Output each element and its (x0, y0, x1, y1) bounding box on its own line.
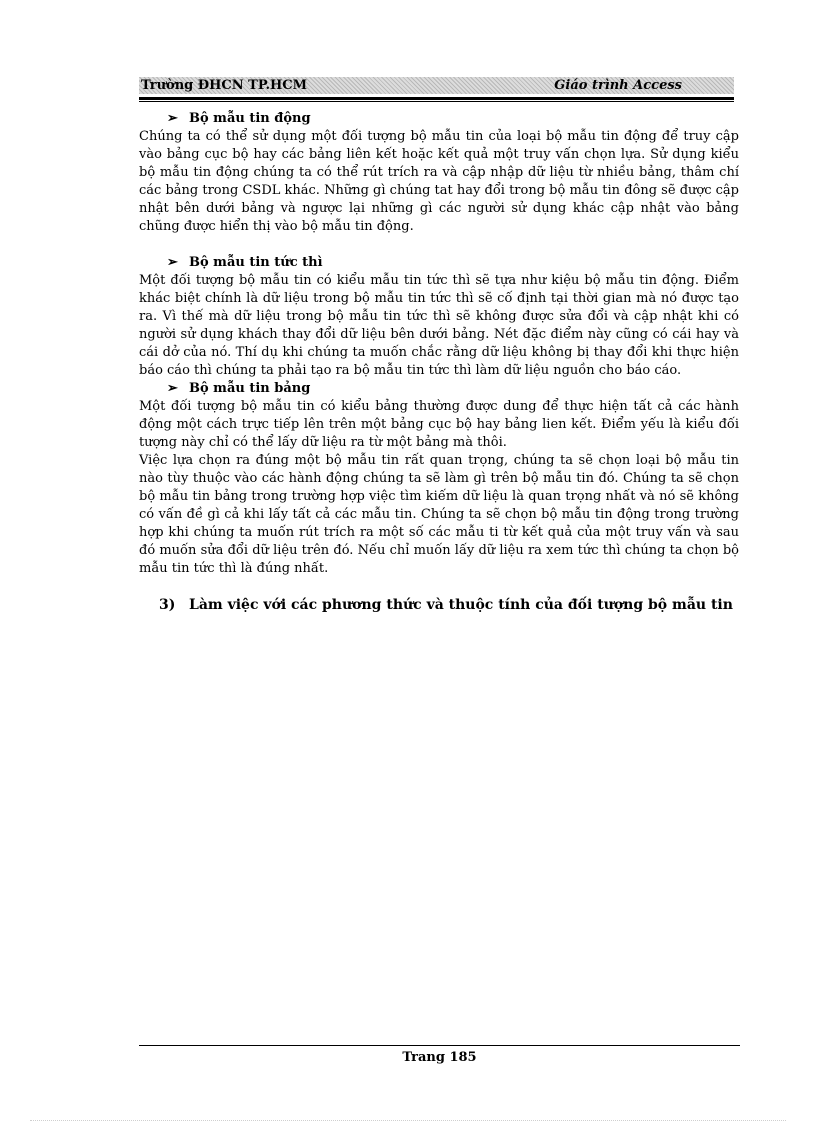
header-rule-thick (139, 97, 734, 100)
numbered-heading (139, 596, 739, 614)
header-course-title: Giáo trình Access (554, 78, 682, 93)
section-heading-snapshot (139, 254, 739, 272)
page-bottom-dotted-line (30, 1120, 786, 1121)
numbered-heading-number: 3) (159, 597, 176, 613)
paragraph-dynaset: Chúng ta có thể sử dụng một đối tượng bộ mẫu tin của loại bộ mẫu tin động để truy cập vào bảng cục bộ hay các bảng liên kết hoặc kết quả một truy vấn chọn lựa. Sử dụng kiểu bộ mẫu tin động chúng ta có thể rút trích ra và cập nhập dữ liệu từ nhiều bảng, thâm chí các bảng trong CSDL khác. Những gì chúng tat hay đổi trong bộ mẫu tin đông sẽ được cập nhật bên dưới bảng và ngược lại những gì các người sử dụng khác cập nhật vào bảng chũng được hiển thị vào bộ mẫu tin động. (139, 129, 739, 234)
arrow-bullet-icon: ➢ (167, 255, 178, 270)
section-heading-table (139, 380, 739, 398)
header-school-name: Trường ĐHCN TP.HCM (141, 78, 308, 93)
arrow-bullet-icon: ➢ (167, 381, 178, 396)
numbered-heading-text: Làm việc với các phương thức và thuộc tính của đối tượng bộ mẫu tin (189, 597, 733, 613)
section-heading-dynaset (139, 110, 739, 128)
paragraph-snapshot: Một đối tượng bộ mẫu tin có kiểu mẫu tin tức thì sẽ tựa như kiệu bộ mẫu tin động. Điểm khác biệt chính là dữ liệu trong bộ mẫu tin tức thì sẽ cố định tại thời gian mà nó được tạo ra. Vì thế mà dữ liệu trong bộ mẫu tin tức thì sẽ không được sửa đổi và cập nhật khi có người sử dụng khách thay đổi dữ liệu bên dưới bảng. Nét đặc điểm này cũng có cái hay và cái dở của nó. Thí dụ khi chúng ta muốn chắc rằng dữ liệu không bị thay đổi khi thực hiện báo cáo thì chúng ta phải tạo ra bộ mẫu tin tức thì làm dữ liệu nguồn cho báo cáo. (139, 273, 739, 378)
arrow-bullet-icon: ➢ (167, 111, 178, 126)
page-header (139, 77, 734, 94)
paragraph-choosing-recordset: Việc lựa chọn ra đúng một bộ mẫu tin rất quan trọng, chúng ta sẽ chọn loại bộ mẫu tin nào tùy thuộc vào các hành động chúng ta sẽ làm gì trên bộ mẫu tin đó. Chúng ta sẽ chọn bộ mẫu tin bảng trong trường hợp việc tìm kiếm dữ liệu là quan trọng nhất và nó sẽ không có vấn đề gì cả khi lấy tất cả các mẫu tin. Chúng ta sẽ chọn bộ mẫu tin động trong trường hợp khi chúng ta muốn rút trích ra một số các mẫu ti từ kết quả của một truy vấn và sau đó muốn sửa đổi dữ liệu trên đó. Nếu chỉ muốn lấy dữ liệu ra xem tức thì chúng ta chọn bộ mẫu tin tức thì là đúng nhất. (139, 453, 739, 576)
section-heading-text: Bộ mẫu tin bảng (189, 381, 311, 396)
section-heading-text: Bộ mẫu tin động (189, 111, 311, 126)
footer-rule (139, 1045, 740, 1046)
section-heading-text: Bộ mẫu tin tức thì (189, 255, 323, 270)
header-rule-thin (139, 101, 734, 102)
paragraph-table-type: Một đối tượng bộ mẫu tin có kiểu bảng thường được dung để thực hiện tất cả các hành động một cách trực tiếp lên trên một bảng cục bộ hay bảng lien kết. Điểm yếu là kiểu đối tượng này chỉ có thể lấy dữ liệu ra từ một bảng mà thôi. (139, 399, 739, 450)
page-body (139, 110, 739, 614)
page-number: Trang 185 (402, 1050, 477, 1065)
